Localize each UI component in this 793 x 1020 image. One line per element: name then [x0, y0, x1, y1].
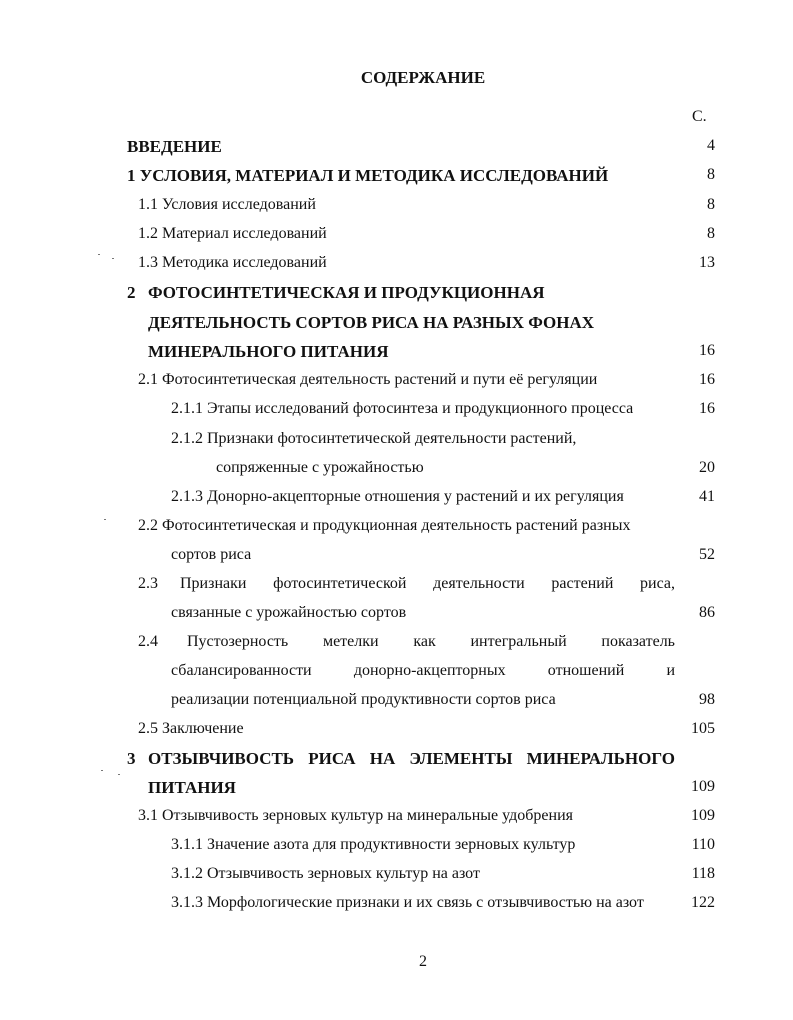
toc-word: МИНЕРАЛЬНОГО	[526, 749, 675, 768]
toc-entry-page: 8	[707, 225, 715, 242]
toc-entry-3-1-2	[0, 865, 793, 889]
toc-entry-chapter-2-line-2	[0, 313, 793, 337]
scan-speck	[118, 774, 120, 775]
toc-word: отношений	[547, 662, 625, 679]
toc-entry-3-1	[0, 807, 793, 831]
toc-entry-page: 98	[699, 691, 715, 708]
toc-entry-chapter-2-line-3	[0, 342, 793, 366]
page-column-label: С.	[692, 108, 707, 125]
toc-entry-2-4-line-2	[0, 662, 793, 686]
toc-entry-text: 3.1.3 Морфологические признаки и их связь с отзывчивостью на азот	[171, 894, 644, 911]
toc-word: сбалансированности	[171, 662, 312, 679]
toc-entry-chapter-1	[0, 166, 793, 190]
toc-entry-text: 2.1.3 Донорно-акцепторные отношения у растений и их регуляция	[171, 488, 624, 505]
toc-entry-page: 20	[699, 459, 715, 476]
toc-entry-text: ВВЕДЕНИЕ	[127, 137, 222, 156]
scan-speck	[104, 519, 106, 520]
toc-word: растений	[551, 575, 614, 592]
toc-entry-2-3-line-2	[0, 604, 793, 628]
scan-speck	[98, 254, 100, 255]
toc-word: фотосинтетической	[273, 575, 407, 592]
toc-entry-page: 8	[707, 196, 715, 213]
toc-word: показатель	[601, 633, 675, 650]
toc-entry-page: 109	[691, 778, 715, 795]
toc-entry-number: 2.4	[138, 633, 158, 650]
page-number: 2	[419, 953, 427, 970]
toc-entry-introduction	[0, 137, 793, 161]
toc-word: Признаки	[180, 575, 247, 592]
toc-entry-page: 52	[699, 546, 715, 563]
toc-word: интегральный	[470, 633, 567, 650]
toc-entry-page: 16	[699, 400, 715, 417]
toc-entry-text: 3.1.1 Значение азота для продуктивности зерновых культур	[171, 836, 576, 853]
toc-entry-1-1	[0, 196, 793, 220]
toc-entry-1-3	[0, 254, 793, 278]
toc-entry-text: 1.2 Материал исследований	[138, 225, 327, 242]
toc-entry-text: 2.1.2 Признаки фотосинтетической деятельности растений,	[171, 430, 577, 447]
toc-entry-text: ФОТОСИНТЕТИЧЕСКАЯ И ПРОДУКЦИОННАЯ	[148, 283, 545, 302]
toc-entry-1-2	[0, 225, 793, 249]
toc-entry-text: 3.1 Отзывчивость зерновых культур на минеральные удобрения	[138, 807, 573, 824]
toc-entry-text: сортов риса	[171, 546, 252, 563]
toc-word: НА	[369, 749, 396, 768]
toc-entry-2-1-2-line-2	[0, 459, 793, 483]
toc-entry-2-2-line-2	[0, 546, 793, 570]
toc-entry-page: 118	[691, 865, 715, 882]
toc-entry-2-1-1	[0, 400, 793, 424]
toc-entry-text: связанные с урожайностью сортов	[171, 604, 407, 621]
toc-entry-text: 2.1.1 Этапы исследований фотосинтеза и продукционного процесса	[171, 400, 634, 417]
page-title: СОДЕРЖАНИЕ	[360, 68, 486, 87]
toc-entry-justified-line	[187, 633, 675, 651]
toc-entry-page: 8	[707, 166, 715, 183]
toc-entry-page: 4	[707, 137, 715, 154]
toc-entry-number: 2	[127, 283, 136, 302]
toc-entry-2-1	[0, 371, 793, 395]
toc-entry-page: 122	[691, 894, 715, 911]
toc-word: как	[413, 633, 436, 650]
toc-word: Пустозерность	[187, 633, 289, 650]
toc-entry-text: ДЕЯТЕЛЬНОСТЬ СОРТОВ РИСА НА РАЗНЫХ ФОНАХ	[148, 313, 595, 332]
toc-entry-text: реализации потенциальной продуктивности сортов риса	[171, 691, 556, 708]
toc-entry-justified-line	[180, 575, 675, 593]
toc-entry-page: 16	[699, 342, 715, 359]
toc-entry-3-1-3	[0, 894, 793, 918]
toc-entry-chapter-2-line-1	[0, 283, 793, 307]
scan-speck	[112, 258, 114, 259]
toc-entry-page: 86	[699, 604, 715, 621]
scan-speck	[101, 770, 103, 771]
toc-word: РИСА	[308, 749, 356, 768]
toc-entry-2-4-line-3	[0, 691, 793, 715]
toc-entry-page: 13	[699, 254, 715, 271]
toc-entry-text: сопряженные с урожайностью	[216, 459, 424, 476]
toc-entry-2-1-3	[0, 488, 793, 512]
toc-entry-page: 41	[699, 488, 715, 505]
toc-entry-2-1-2-line-1	[0, 430, 793, 454]
toc-word: донорно-акцепторных	[353, 662, 506, 679]
toc-entry-2-4-line-1	[0, 633, 793, 657]
toc-entry-text: 1 УСЛОВИЯ, МАТЕРИАЛ И МЕТОДИКА ИССЛЕДОВАНИЙ	[127, 166, 609, 185]
toc-entry-justified-line	[148, 749, 675, 769]
toc-entry-number: 2.3	[138, 575, 158, 592]
toc-entry-page: 16	[699, 371, 715, 388]
toc-word: метелки	[322, 633, 379, 650]
toc-entry-chapter-3-line-2	[0, 778, 793, 802]
toc-word: риса,	[640, 575, 675, 592]
toc-entry-2-2-line-1	[0, 517, 793, 541]
toc-entry-3-1-1	[0, 836, 793, 860]
toc-entry-page: 110	[691, 836, 715, 853]
toc-entry-chapter-3-line-1	[0, 749, 793, 773]
toc-entry-text: 2.1 Фотосинтетическая деятельность растений и пути её регуляции	[138, 371, 598, 388]
toc-entry-2-5	[0, 720, 793, 744]
toc-entry-number: 3	[127, 749, 136, 768]
toc-entry-text: МИНЕРАЛЬНОГО ПИТАНИЯ	[148, 342, 389, 361]
toc-entry-text: 3.1.2 Отзывчивость зерновых культур на азот	[171, 865, 480, 882]
toc-entry-text: 1.1 Условия исследований	[138, 196, 316, 213]
toc-entry-justified-line	[171, 662, 675, 680]
toc-entry-text: 1.3 Методика исследований	[138, 254, 327, 271]
toc-entry-page: 109	[691, 807, 715, 824]
toc-entry-text: 2.2 Фотосинтетическая и продукционная деятельность растений разных	[138, 517, 631, 534]
toc-entry-text: ПИТАНИЯ	[148, 778, 236, 797]
toc-entry-text: 2.5 Заключение	[138, 720, 244, 737]
toc-word: ОТЗЫВЧИВОСТЬ	[148, 749, 295, 768]
toc-entry-page: 105	[691, 720, 715, 737]
toc-word: деятельности	[433, 575, 525, 592]
toc-word: ЭЛЕМЕНТЫ	[409, 749, 513, 768]
toc-entry-2-3-line-1	[0, 575, 793, 599]
toc-word: и	[666, 662, 675, 679]
